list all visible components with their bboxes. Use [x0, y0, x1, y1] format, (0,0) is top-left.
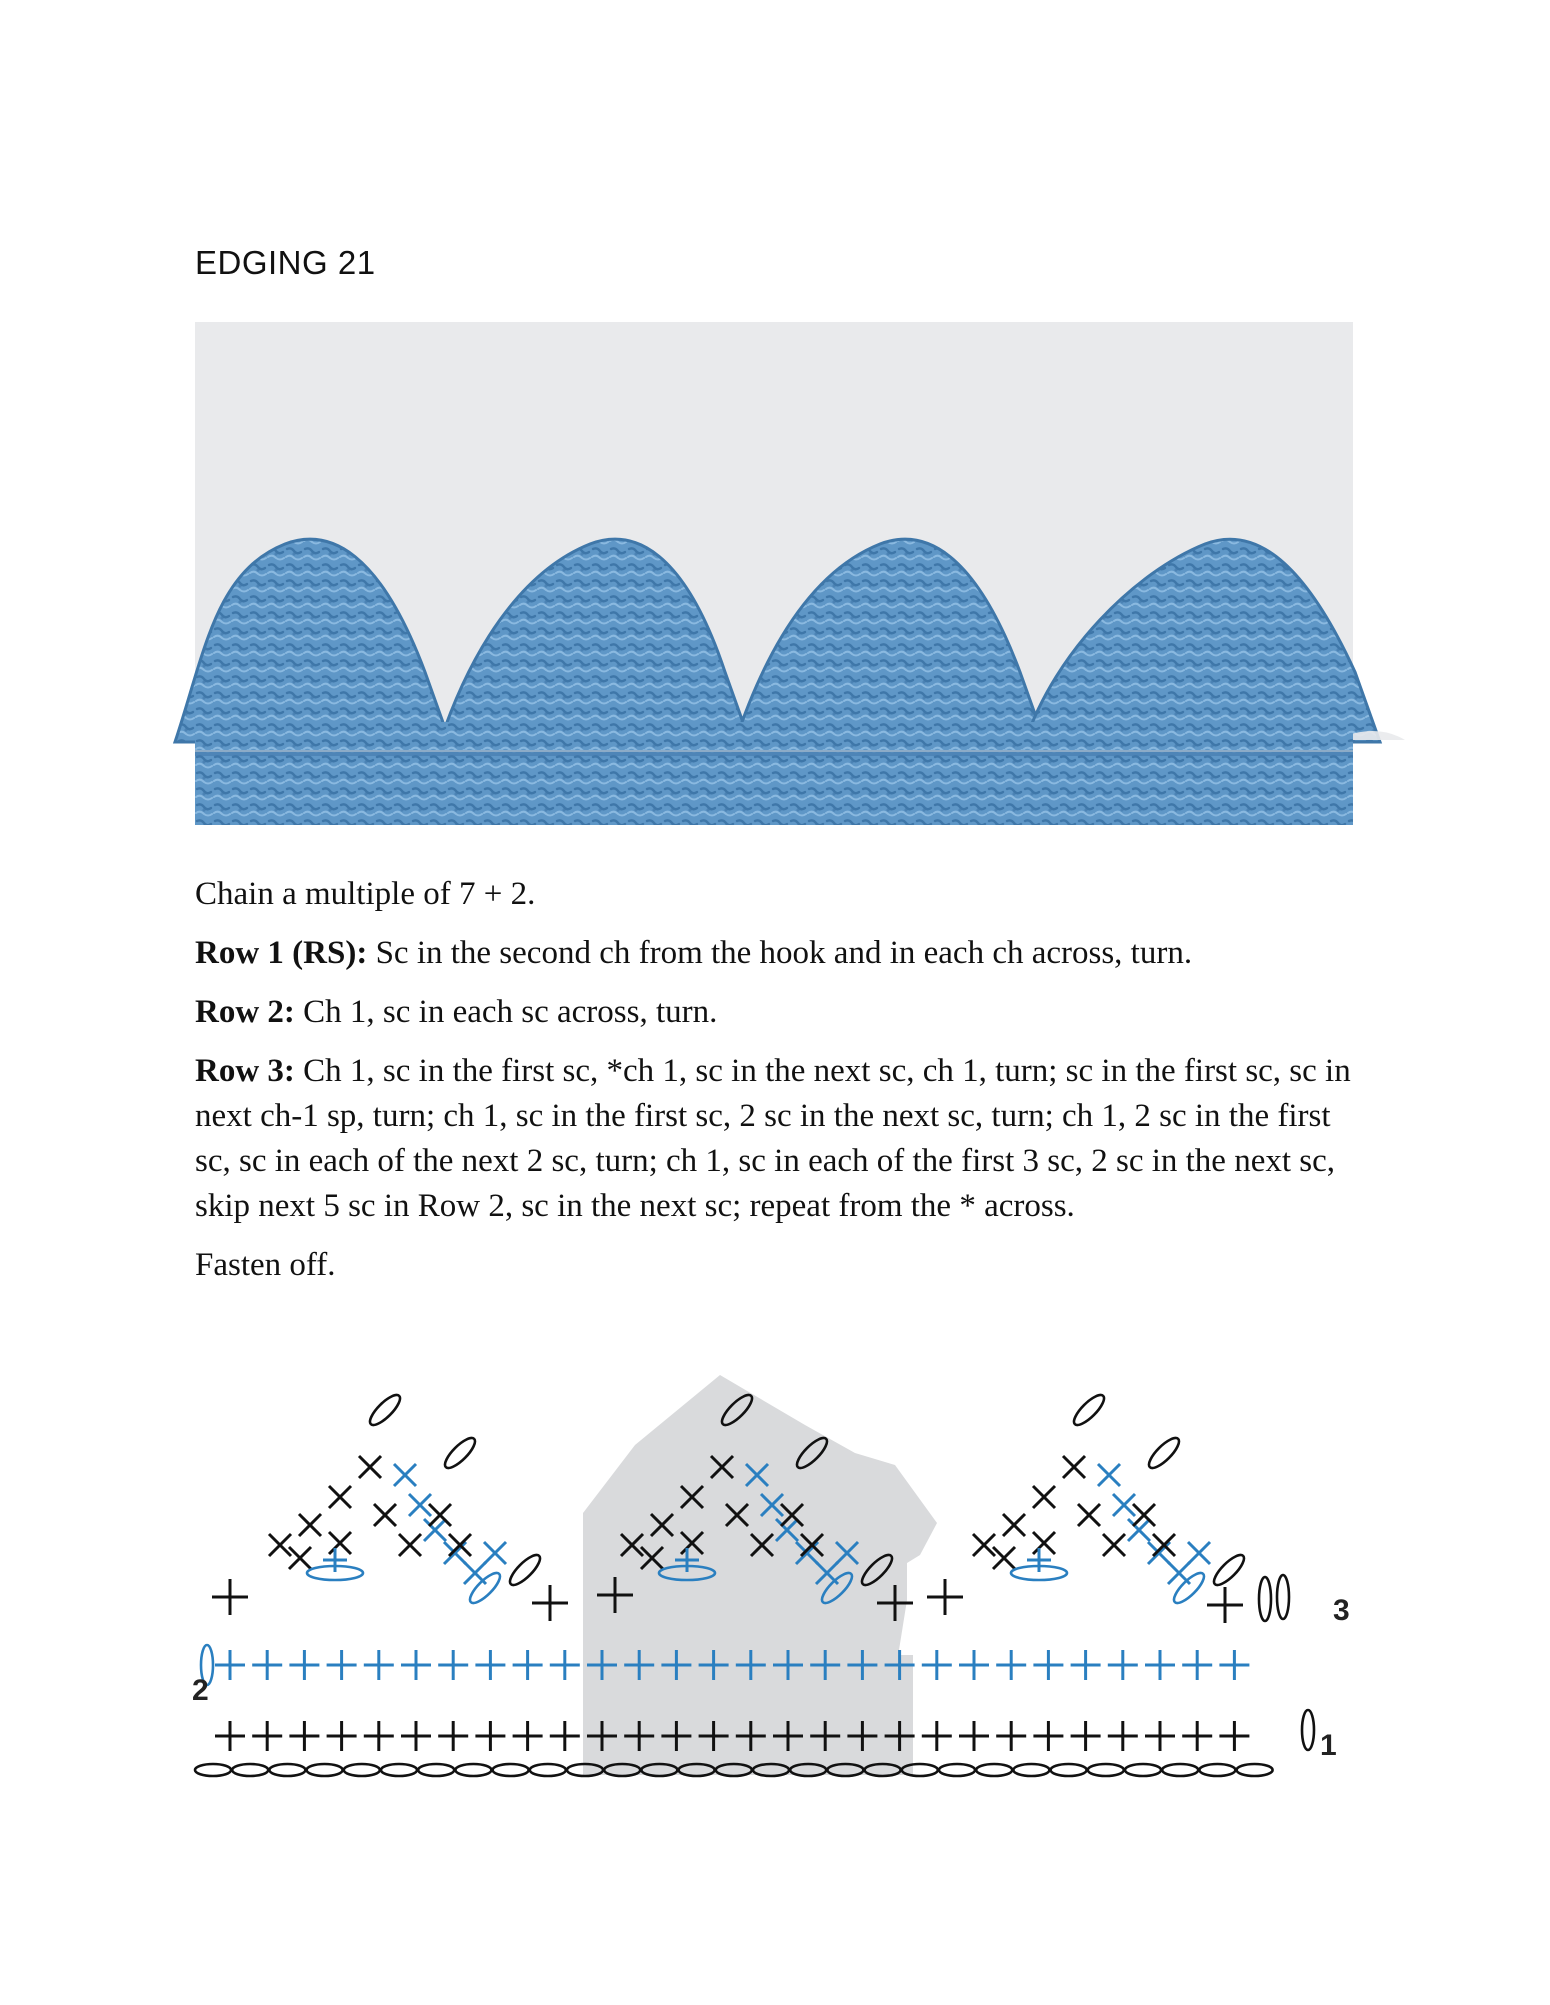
page-title: EDGING 21	[195, 244, 376, 281]
chain-stitch	[344, 1764, 380, 1776]
stitch-diagram-svg	[192, 1375, 1355, 1795]
chain-stitch	[1013, 1764, 1049, 1776]
chain-stitch	[232, 1764, 268, 1776]
chain-stitch	[1070, 1391, 1108, 1429]
chain-stitch	[939, 1764, 975, 1776]
instruction-outro: Fasten off.	[195, 1247, 336, 1283]
chain-stitch	[1259, 1577, 1271, 1621]
chain-stitch	[1125, 1764, 1161, 1776]
chain-stitch	[1145, 1434, 1183, 1472]
chain-stitch	[269, 1764, 305, 1776]
chain-stitch	[307, 1764, 343, 1776]
row-label-2: 2	[192, 1674, 209, 1707]
row-label-3: 3	[1333, 1594, 1350, 1627]
stitch-diagram	[192, 1375, 1355, 1795]
chain-stitch	[366, 1391, 404, 1429]
chain-stitch	[418, 1764, 454, 1776]
chain-stitch	[381, 1764, 417, 1776]
chain-stitch	[195, 1764, 231, 1776]
chain-stitch	[1088, 1764, 1124, 1776]
chain-stitch	[1302, 1710, 1314, 1750]
row-label: Row 1 (RS):	[195, 935, 368, 971]
crochet-edging-image	[195, 322, 1353, 825]
chain-stitch	[1277, 1575, 1289, 1619]
base-band	[195, 752, 1353, 825]
chain-band	[195, 722, 1353, 750]
chain-stitch	[1237, 1764, 1273, 1776]
row-label-1: 1	[1320, 1729, 1337, 1762]
instruction-row-3	[195, 1049, 1355, 1229]
chain-stitch	[1051, 1764, 1087, 1776]
row-text: Ch 1, sc in each sc across, turn.	[294, 994, 718, 1030]
chain-stitch	[1210, 1551, 1248, 1589]
row-text: Sc in the second ch from the hook and in each ch across, turn.	[367, 935, 1193, 971]
instruction-intro: Chain a multiple of 7 + 2.	[195, 876, 536, 912]
instruction-row-2	[195, 990, 1355, 1035]
chain-stitch	[506, 1551, 544, 1589]
row-label: Row 3:	[195, 1053, 295, 1089]
chain-stitch	[441, 1434, 479, 1472]
row-text: Ch 1, sc in the first sc, *ch 1, sc in the next sc, ch 1, turn; sc in the first sc, sc in next ch-1 sp, turn; ch 1, sc in the first sc, 2 sc in the next sc, turn; ch 1, 2 sc in the first sc, sc in each of the next 2 sc, turn; ch 1, sc in each of the first 3 sc, 2 sc in the next sc, skip next 5 sc in Row 2, sc in the next sc; repeat from the * across.	[195, 1053, 1351, 1224]
chain-stitch	[1199, 1764, 1235, 1776]
instructions	[195, 872, 1355, 1302]
chain-stitch	[493, 1764, 529, 1776]
chain-stitch	[976, 1764, 1012, 1776]
row-label: Row 2:	[195, 994, 295, 1030]
chain-stitch	[1162, 1764, 1198, 1776]
chain-stitch	[530, 1764, 566, 1776]
chain-stitch	[455, 1764, 491, 1776]
instruction-row-1	[195, 931, 1355, 976]
crochet-photo	[195, 322, 1353, 825]
